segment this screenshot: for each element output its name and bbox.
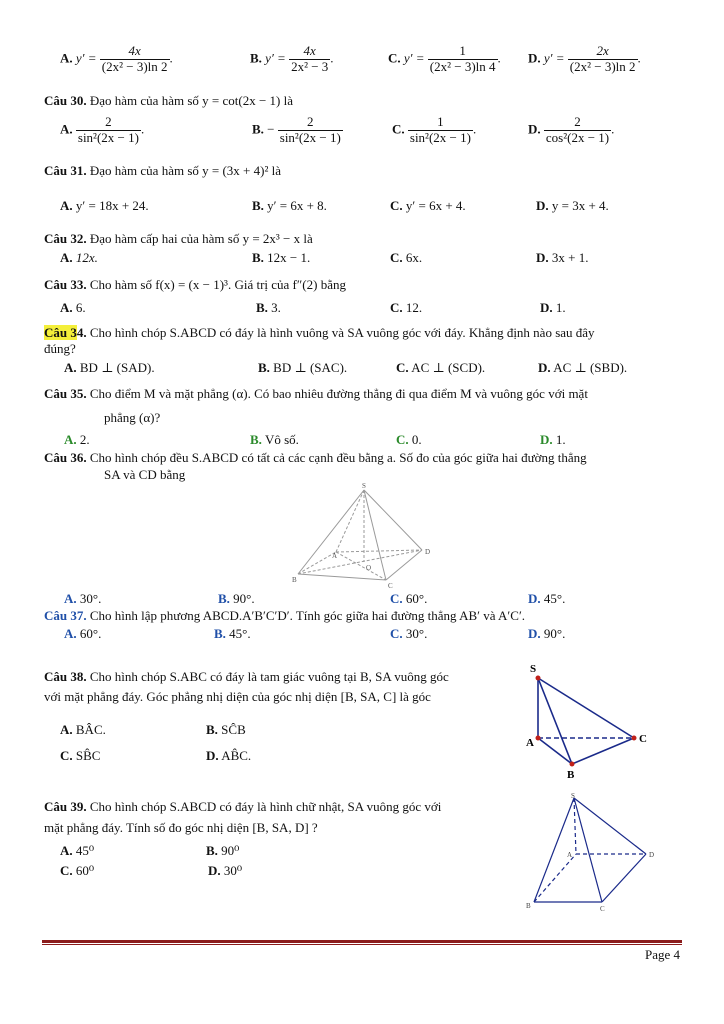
label-d: D xyxy=(425,548,431,556)
q31-option-c: C. y′ = 6x + 4. xyxy=(390,198,466,213)
q36-option-b: B. 90°. xyxy=(218,591,255,606)
label-c: C xyxy=(388,582,393,590)
label-o: O xyxy=(366,564,372,572)
question-34: Câu 34. Cho hình chóp S.ABCD có đáy là hình vuông và SA vuông góc với đáy. Khẳng định nào sau đây xyxy=(44,325,595,340)
edge-sb xyxy=(534,798,574,902)
diag-bd xyxy=(298,550,422,574)
q37-option-c: C. 30°. xyxy=(390,626,428,641)
q31-option-d: D. y = 3x + 4. xyxy=(536,198,609,213)
label-s: S xyxy=(362,482,366,490)
label-c: C xyxy=(639,733,647,745)
q30-option-a: A. $\frac{2}{\text{sin²(2x − 1)}}$ . xyxy=(60,114,145,145)
q33-option-d: D. 1. xyxy=(540,300,566,315)
edge-sc xyxy=(574,798,602,902)
q39-pyramid-figure xyxy=(520,790,670,914)
q34-option-a: A. BD ⊥ (SAD). xyxy=(64,360,155,375)
q30-option-b: B. − $\frac{2}{\text{sin²(2x − 1)}}$ xyxy=(252,114,341,145)
q29-option-b: B. y′ = $\frac{4x}{\text{2x² − 3}}$ . xyxy=(250,43,334,74)
q35-option-b: B. Vô số. xyxy=(250,432,299,447)
edge-sb xyxy=(298,490,364,574)
vertex-c xyxy=(632,736,637,741)
label-s: S xyxy=(571,792,575,800)
q32-option-c: C. 6x. xyxy=(390,250,423,265)
question-38-cont: với mặt phẳng đáy. Góc phẳng nhị diện của góc nhị diện [B, SA, C] là góc xyxy=(44,689,431,704)
q33-option-b: B. 3. xyxy=(256,300,281,315)
q30-option-c: C. $\frac{1}{\text{sin²(2x − 1)}}$ . xyxy=(392,114,477,145)
q39-option-b: B. 90⁰ xyxy=(206,843,240,858)
q36-option-c: C. 60°. xyxy=(390,591,428,606)
diag-ac xyxy=(336,552,386,580)
q38-option-c: C. SB̂C xyxy=(60,748,101,763)
q35-option-a: A. 2. xyxy=(64,432,90,447)
q34-option-d: D. AC ⊥ (SBD). xyxy=(538,360,628,375)
question-38: Câu 38. Cho hình chóp S.ABC có đáy là tam giác vuông tại B, SA vuông góc xyxy=(44,669,449,684)
question-36: Câu 36. Cho hình chóp đều S.ABCD có tất cả các cạnh đều bằng a. Số đo của góc giữa hai đường thẳng xyxy=(44,450,587,465)
q37-option-b: B. 45°. xyxy=(214,626,251,641)
question-39-cont: mặt phẳng đáy. Tính số đo góc nhị diện [B, SA, D] ? xyxy=(44,820,318,835)
q35-option-d: D. 1. xyxy=(540,432,566,447)
edge-sd xyxy=(574,798,646,854)
q32-option-b: B. 12x − 1. xyxy=(252,250,311,265)
edge-bc xyxy=(572,738,634,764)
footer-rule-thick xyxy=(42,940,682,943)
q34-option-b: B. BD ⊥ (SAC). xyxy=(258,360,348,375)
question-31: Câu 31. Đạo hàm của hàm số y = (3x + 4)² là xyxy=(44,163,281,178)
label-c: C xyxy=(600,905,605,913)
q31-option-b: B. y′ = 6x + 8. xyxy=(252,198,327,213)
q32-option-a: A. 12x. xyxy=(60,250,98,265)
footer-rule-thin xyxy=(42,944,682,945)
question-35-cont: phẳng (α)? xyxy=(104,410,161,425)
q38-option-b: B. SĈB xyxy=(206,722,246,737)
question-34-cont: đúng? xyxy=(44,341,76,356)
label-a: A xyxy=(332,552,338,560)
label-b: B xyxy=(526,902,531,910)
question-36-cont: SA và CD bằng xyxy=(104,467,186,482)
q35-option-c: C. 0. xyxy=(396,432,422,447)
question-37: Câu 37. Cho hình lập phương ABCD.A′B′C′D′. Tính góc giữa hai đường thẳng AB′ và A′C′. xyxy=(44,608,526,623)
q36-option-a: A. 30°. xyxy=(64,591,102,606)
question-32: Câu 32. Đạo hàm cấp hai của hàm số y = 2x³ − x là xyxy=(44,231,313,246)
q32-option-d: D. 3x + 1. xyxy=(536,250,589,265)
q38-pyramid-figure xyxy=(520,660,660,782)
edge-bc xyxy=(298,574,386,580)
q29-option-d: D. y′ = $\frac{2x}{\text{(2x² − 3)ln 2}}$ . xyxy=(528,43,641,74)
edge-ba xyxy=(534,854,576,902)
edge-cd xyxy=(602,854,646,902)
label-b: B xyxy=(567,769,575,781)
q29-option-a: A. y′ = $\frac{4x}{\text{(2x² − 3)ln 2}}$ . xyxy=(60,43,173,74)
label-s: S xyxy=(530,663,537,675)
q33-option-a: A. 6. xyxy=(60,300,86,315)
vertex-a xyxy=(536,736,541,741)
vertex-b xyxy=(570,762,575,767)
q36-pyramid-figure xyxy=(290,482,440,592)
q37-option-d: D. 90°. xyxy=(528,626,566,641)
label-a: A xyxy=(526,737,534,749)
edge-sc xyxy=(538,678,634,738)
label-d: D xyxy=(649,851,655,859)
q39-option-d: D. 30⁰ xyxy=(208,863,243,878)
question-33: Câu 33. Cho hàm số f(x) = (x − 1)³. Giá trị của f″(2) bằng xyxy=(44,277,346,292)
q38-option-a: A. BÂC. xyxy=(60,722,106,737)
question-35: Câu 35. Cho điểm M và mặt phẳng (α). Có bao nhiêu đường thẳng đi qua điểm M và vuông góc với mặt xyxy=(44,386,588,401)
q34-option-c: C. AC ⊥ (SCD). xyxy=(396,360,486,375)
q39-option-a: A. 45⁰ xyxy=(60,843,95,858)
edge-cd xyxy=(386,550,422,580)
vertex-s xyxy=(536,676,541,681)
q38-option-d: D. AB̂C. xyxy=(206,748,252,763)
question-39: Câu 39. Cho hình chóp S.ABCD có đáy là hình chữ nhật, SA vuông góc với xyxy=(44,799,442,814)
q33-option-c: C. 12. xyxy=(390,300,423,315)
edge-ba xyxy=(298,552,336,574)
q37-option-a: A. 60°. xyxy=(64,626,102,641)
page-number: Page 4 xyxy=(644,947,680,962)
label-a: A xyxy=(567,851,573,859)
question-30: Câu 30. Đạo hàm của hàm số y = cot(2x − 1) là xyxy=(44,93,293,108)
q36-option-d: D. 45°. xyxy=(528,591,566,606)
q31-option-a: A. y′ = 18x + 24. xyxy=(60,198,149,213)
q39-option-c: C. 60⁰ xyxy=(60,863,95,878)
edge-sd xyxy=(364,490,422,550)
q29-option-c: C. y′ = $\frac{1}{\text{(2x² − 3)ln 4}}$ . xyxy=(388,43,501,74)
q30-option-d: D. $\frac{2}{\text{cos²(2x − 1)}}$ . xyxy=(528,114,615,145)
label-b: B xyxy=(292,576,297,584)
